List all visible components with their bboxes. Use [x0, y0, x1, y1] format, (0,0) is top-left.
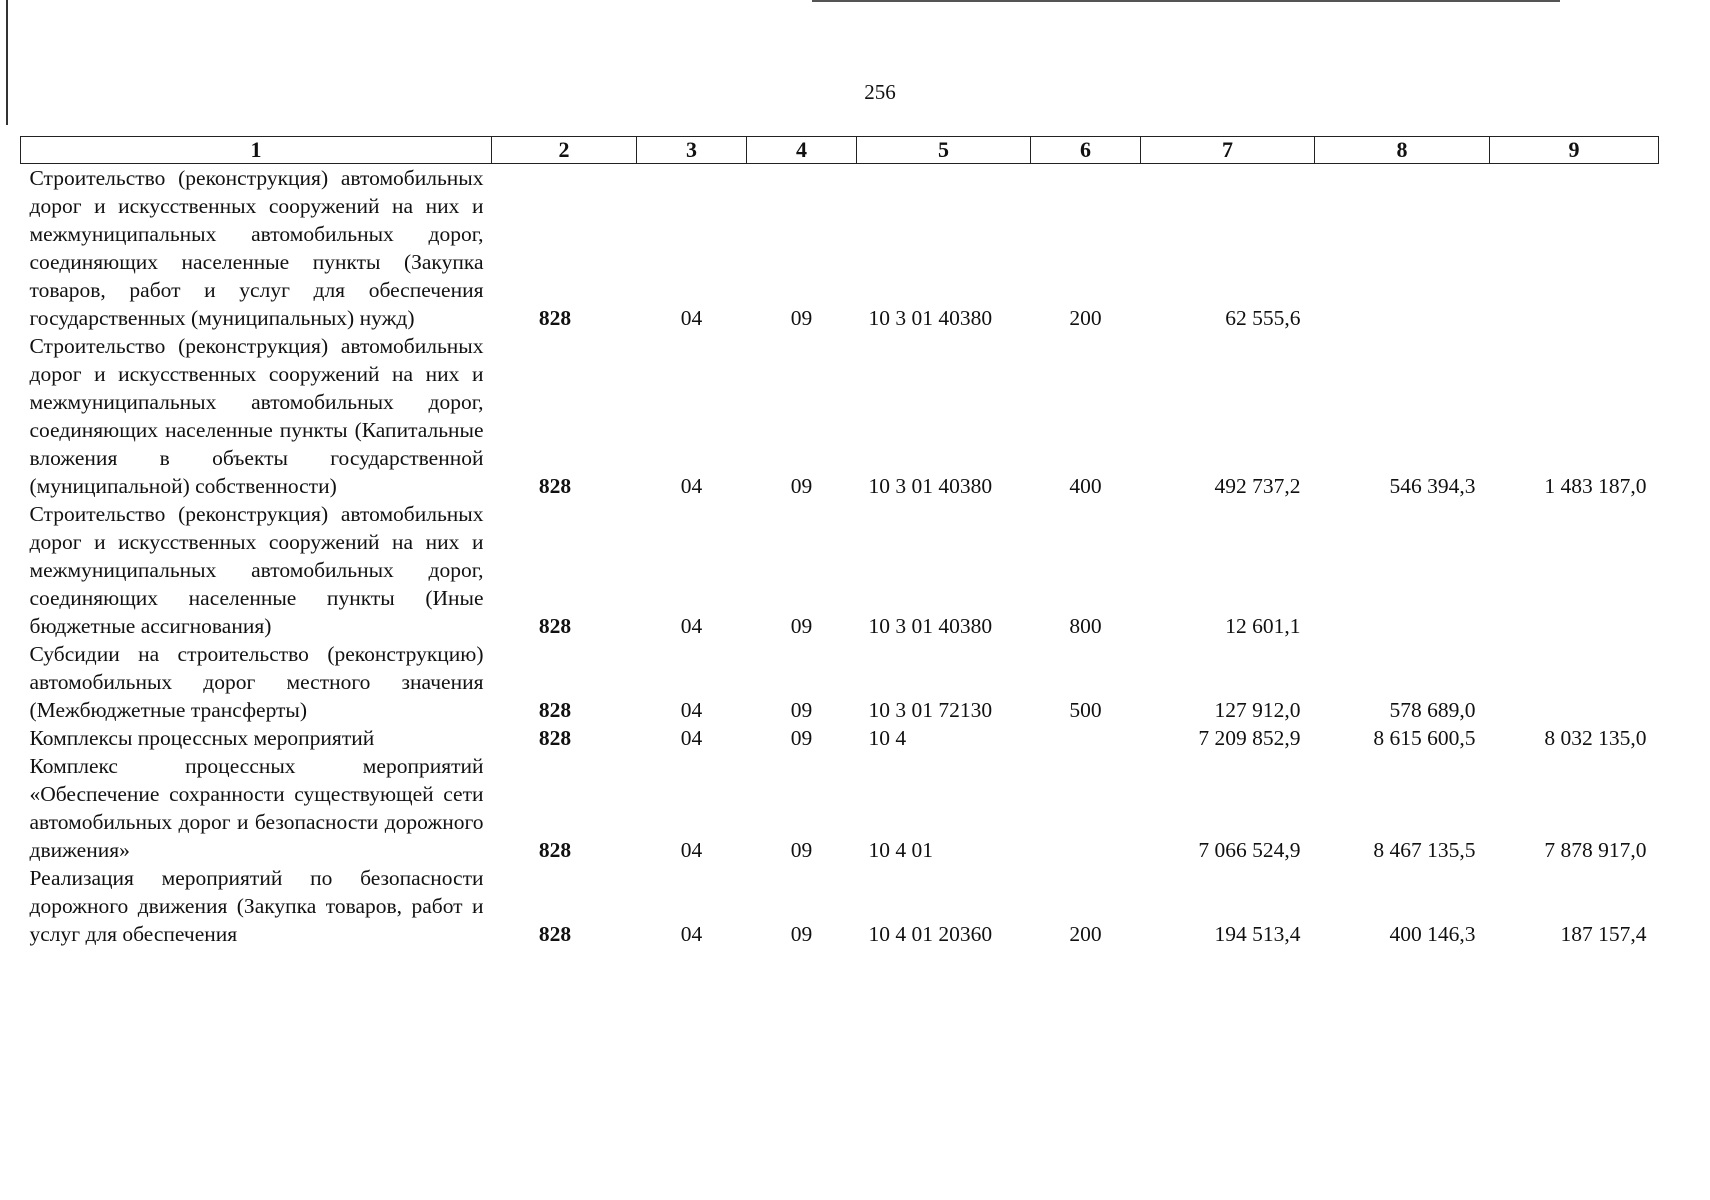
amount-col8-cell: 8 615 600,5 [1373, 726, 1476, 750]
expense-type-cell: 800 [1069, 614, 1102, 638]
section-code-cell: 04 [680, 698, 703, 722]
target-article-cell: 10 3 01 40380 [868, 474, 993, 498]
column-header: 2 [492, 137, 637, 164]
admin-code-cell: 828 [538, 922, 572, 946]
section-code-cell: 04 [680, 306, 703, 330]
expense-type-cell [1031, 724, 1141, 752]
table-row [21, 864, 1659, 948]
expense-type-cell: 500 [1069, 698, 1102, 722]
admin-code-cell: 828 [538, 306, 572, 330]
expense-type-cell [1031, 752, 1141, 864]
table-row [21, 500, 1659, 640]
row-name-cell: Строительство (реконструкция) автомобильных дорог и искусственных сооружений на них и межмуниципальных автомобильных дорог, соединяющих населенные пункты (Закупка товаров, работ и услуг для обеспечения государственных (муниципальных) нужд) [29, 166, 484, 330]
subsection-code-cell: 09 [790, 838, 813, 862]
amount-col9-cell: 187 157,4 [1560, 922, 1647, 946]
admin-code-cell: 828 [538, 726, 572, 750]
column-header: 4 [747, 137, 857, 164]
section-code-cell: 04 [680, 614, 703, 638]
amount-col9-cell [1490, 640, 1659, 724]
admin-code-cell: 828 [538, 698, 572, 722]
subsection-code-cell: 09 [790, 306, 813, 330]
target-article-cell: 10 4 01 20360 [868, 922, 993, 946]
target-article-cell: 10 3 01 40380 [868, 306, 993, 330]
section-code-cell: 04 [680, 474, 703, 498]
amount-col8-cell [1315, 164, 1490, 333]
amount-col7-cell: 127 912,0 [1214, 698, 1301, 722]
amount-col8-cell: 400 146,3 [1389, 922, 1476, 946]
amount-col7-cell: 12 601,1 [1225, 614, 1301, 638]
expense-type-cell: 400 [1069, 474, 1102, 498]
row-name-cell: Комплекс процессных мероприятий «Обеспечение сохранности существующей сети автомобильных дорог и безопасности дорожного движения» [29, 754, 484, 862]
target-article-cell: 10 4 [868, 726, 907, 750]
table-row [21, 164, 1659, 333]
table-row [21, 640, 1659, 724]
amount-col8-cell: 578 689,0 [1389, 698, 1476, 722]
amount-col7-cell: 62 555,6 [1225, 306, 1301, 330]
section-code-cell: 04 [680, 838, 703, 862]
row-name-cell: Реализация мероприятий по безопасности дорожного движения (Закупка товаров, работ и услуг для обеспечения [29, 866, 484, 946]
column-header: 1 [21, 137, 492, 164]
target-article-cell: 10 4 01 [868, 838, 933, 862]
left-margin-rule [6, 0, 8, 125]
subsection-code-cell: 09 [790, 474, 813, 498]
admin-code-cell: 828 [538, 614, 572, 638]
table-row [21, 752, 1659, 864]
target-article-cell: 10 3 01 40380 [868, 614, 993, 638]
admin-code-cell: 828 [538, 838, 572, 862]
subsection-code-cell: 09 [790, 726, 813, 750]
target-article-cell: 10 3 01 72130 [868, 698, 993, 722]
column-header: 7 [1141, 137, 1315, 164]
amount-col7-cell: 7 209 852,9 [1198, 726, 1301, 750]
amount-col8-cell: 8 467 135,5 [1373, 838, 1476, 862]
amount-col9-cell: 8 032 135,0 [1544, 726, 1647, 750]
subsection-code-cell: 09 [790, 922, 813, 946]
table-header-row [21, 137, 1659, 164]
amount-col7-cell: 7 066 524,9 [1198, 838, 1301, 862]
column-header: 5 [857, 137, 1031, 164]
expense-type-cell: 200 [1069, 306, 1102, 330]
amount-col8-cell: 546 394,3 [1389, 474, 1476, 498]
column-header: 9 [1490, 137, 1659, 164]
amount-col9-cell: 7 878 917,0 [1544, 838, 1647, 862]
column-header: 6 [1031, 137, 1141, 164]
amount-col7-cell: 492 737,2 [1214, 474, 1301, 498]
column-header: 3 [637, 137, 747, 164]
subsection-code-cell: 09 [790, 698, 813, 722]
admin-code-cell: 828 [538, 474, 572, 498]
expense-type-cell: 200 [1069, 922, 1102, 946]
table-row [21, 724, 1659, 752]
amount-col9-cell [1490, 164, 1659, 333]
top-margin-rule [812, 0, 1560, 2]
row-name-cell: Субсидии на строительство (реконструкцию) автомобильных дорог местного значения (Межбюджетные трансферты) [29, 642, 484, 722]
row-name-cell: Строительство (реконструкция) автомобильных дорог и искусственных сооружений на них и межмуниципальных автомобильных дорог, соединяющих населенные пункты (Капитальные вложения в объекты государственной (муниципальной) собственности) [29, 334, 484, 498]
budget-table [20, 136, 1659, 948]
section-code-cell: 04 [680, 922, 703, 946]
page-number: 256 [864, 80, 896, 104]
section-code-cell: 04 [680, 726, 703, 750]
row-name-cell: Строительство (реконструкция) автомобильных дорог и искусственных сооружений на них и межмуниципальных автомобильных дорог, соединяющих населенные пункты (Иные бюджетные ассигнования) [29, 502, 484, 638]
row-name-cell: Комплексы процессных мероприятий [29, 726, 375, 750]
subsection-code-cell: 09 [790, 614, 813, 638]
amount-col9-cell: 1 483 187,0 [1544, 474, 1647, 498]
amount-col7-cell: 194 513,4 [1214, 922, 1301, 946]
amount-col8-cell [1315, 500, 1490, 640]
table-row [21, 332, 1659, 500]
column-header: 8 [1315, 137, 1490, 164]
amount-col9-cell [1490, 500, 1659, 640]
